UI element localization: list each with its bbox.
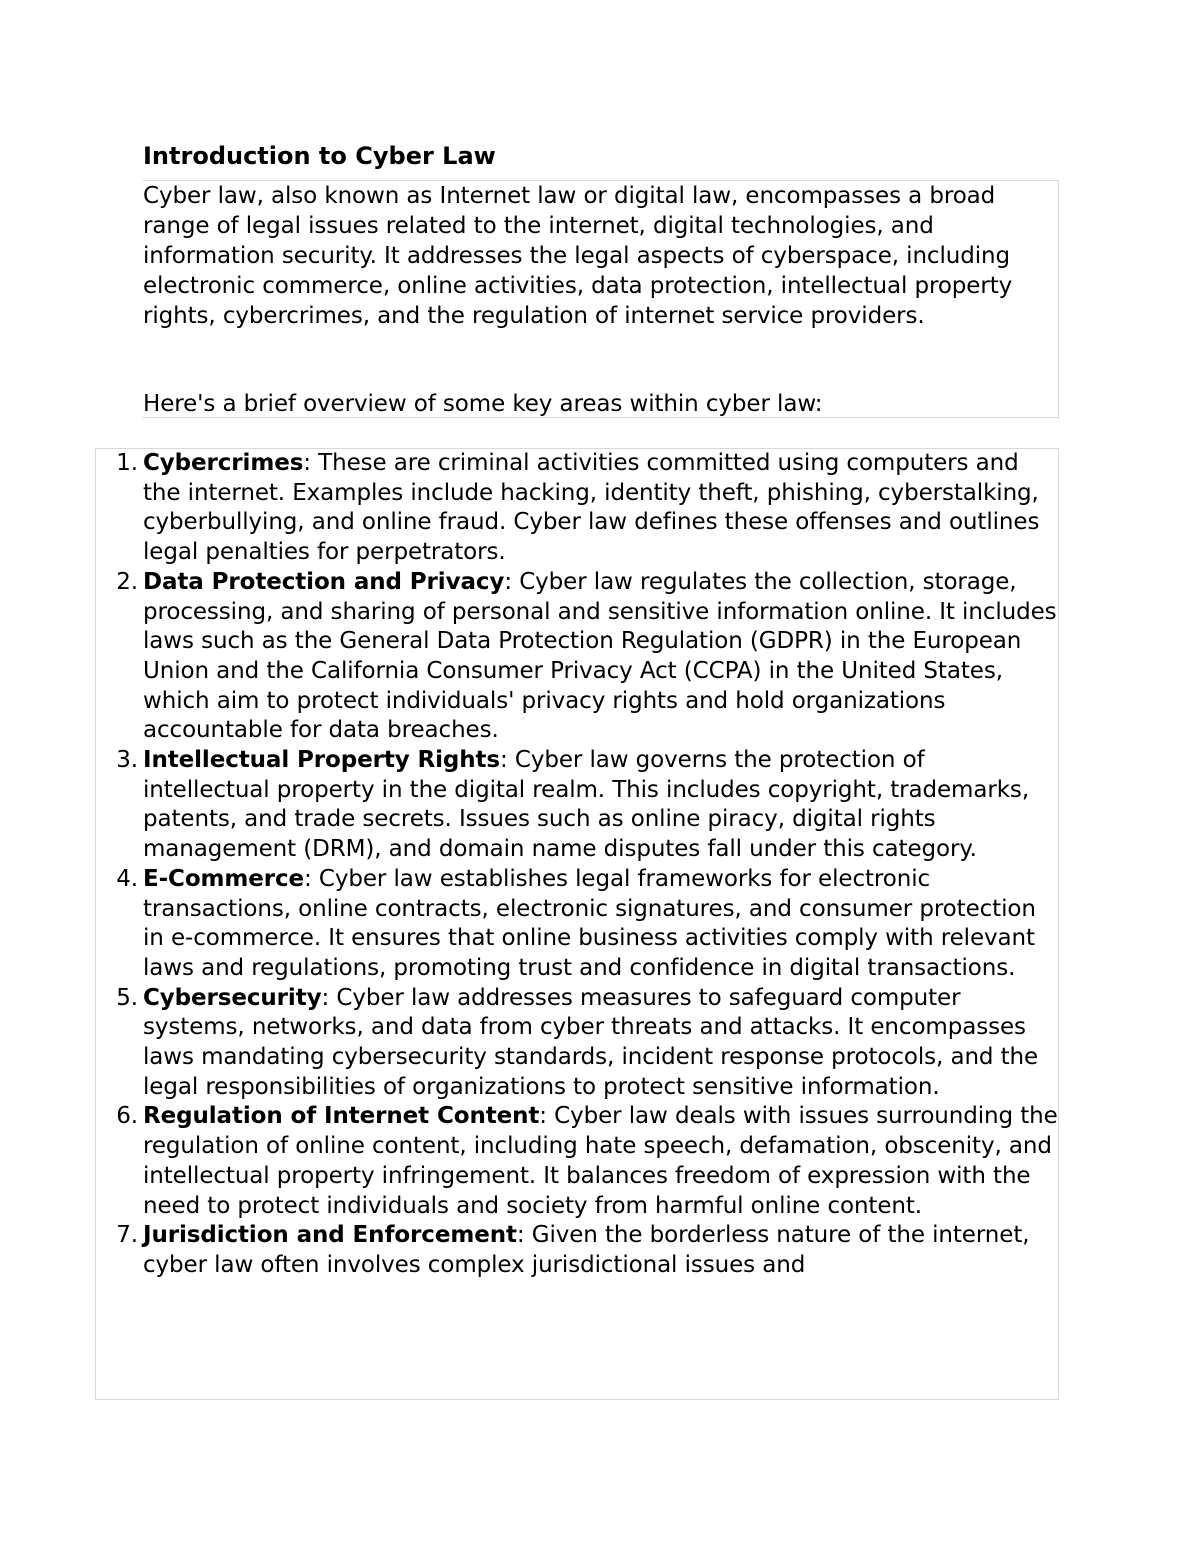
list-item-term: Intellectual Property Rights <box>143 747 501 774</box>
key-areas-list <box>96 449 1058 1281</box>
list-item-number: 1. <box>116 450 138 476</box>
intro-lead-sentence: Here's a brief overview of some key areas within cyber law: <box>143 391 823 417</box>
list-item <box>96 1221 1058 1280</box>
list-item-term: Cybersecurity <box>143 984 322 1011</box>
list-item-number: 6. <box>116 1103 138 1130</box>
list-item-number: 3. <box>116 747 138 774</box>
list-item <box>96 865 1058 984</box>
list-item <box>96 984 1058 1103</box>
list-item-text: : Cyber law addresses measures to safeguard computer systems, networks, and data from cyber threats and attacks. It encompasses laws mandating cybersecurity standards, incident response protocols, and the legal responsibilities of organizations to protect sensitive information. <box>143 984 1039 1100</box>
key-areas-list-section <box>95 448 1059 1400</box>
list-item-text: : These are criminal activities committed using computers and the internet. Examples include hacking, identity theft, phishing, cyberstalking, cyberbullying, and online fraud. Cyber law defines these offenses and outlines legal penalties for perpetrators. <box>143 450 1040 566</box>
list-item-number: 7. <box>116 1222 138 1249</box>
list-item-term: Cybercrimes <box>143 450 304 476</box>
list-item-term: Jurisdiction and Enforcement <box>143 1222 517 1249</box>
list-item <box>96 568 1058 746</box>
list-item-text: : Cyber law deals with issues surrounding the regulation of online content, including hate speech, defamation, obscenity, and intellectual property infringement. It balances freedom of expression with the need to protect individuals and society from harmful online content. <box>143 1103 1058 1219</box>
list-item-number: 5. <box>116 984 138 1011</box>
intro-section <box>143 180 1059 418</box>
list-item-text: : Cyber law governs the protection of intellectual property in the digital realm. This includes copyright, trademarks, patents, and trade secrets. Issues such as online piracy, digital rights management (DRM), and domain name disputes fall under this category. <box>143 747 1030 863</box>
list-item-term: Data Protection and Privacy <box>143 568 505 595</box>
document-title: Introduction to Cyber Law <box>143 142 496 170</box>
list-item <box>96 746 1058 865</box>
intro-paragraph: Cyber law, also known as Internet law or digital law, encompasses a broad range of legal issues related to the internet, digital technologies, and information security. It addresses the legal aspects of cyberspace, including electronic commerce, online activities, data protection, intellectual property rights, cybercrimes, and the regulation of internet service providers. <box>143 183 1013 329</box>
list-item <box>96 449 1058 568</box>
list-item-text: : Cyber law establishes legal frameworks for electronic transactions, online contracts, electronic signatures, and consumer protection in e-commerce. It ensures that online business activities comply with relevant laws and regulations, promoting trust and confidence in digital transactions. <box>143 865 1036 981</box>
list-item-text: : Given the borderless nature of the internet, cyber law often involves complex jurisdictional issues and <box>143 1222 1030 1278</box>
list-item <box>96 1102 1058 1221</box>
list-item-number: 2. <box>116 568 138 595</box>
list-item-text: : Cyber law regulates the collection, storage, processing, and sharing of personal and sensitive information online. It includes laws such as the General Data Protection Regulation (GDPR) in the European Union and the California Consumer Privacy Act (CCPA) in the United States, which aim to protect individuals' privacy rights and hold organizations accountable for data breaches. <box>143 568 1057 744</box>
list-item-number: 4. <box>116 865 138 892</box>
list-item-term: E-Commerce <box>143 865 305 892</box>
list-item-term: Regulation of Internet Content <box>143 1103 540 1130</box>
